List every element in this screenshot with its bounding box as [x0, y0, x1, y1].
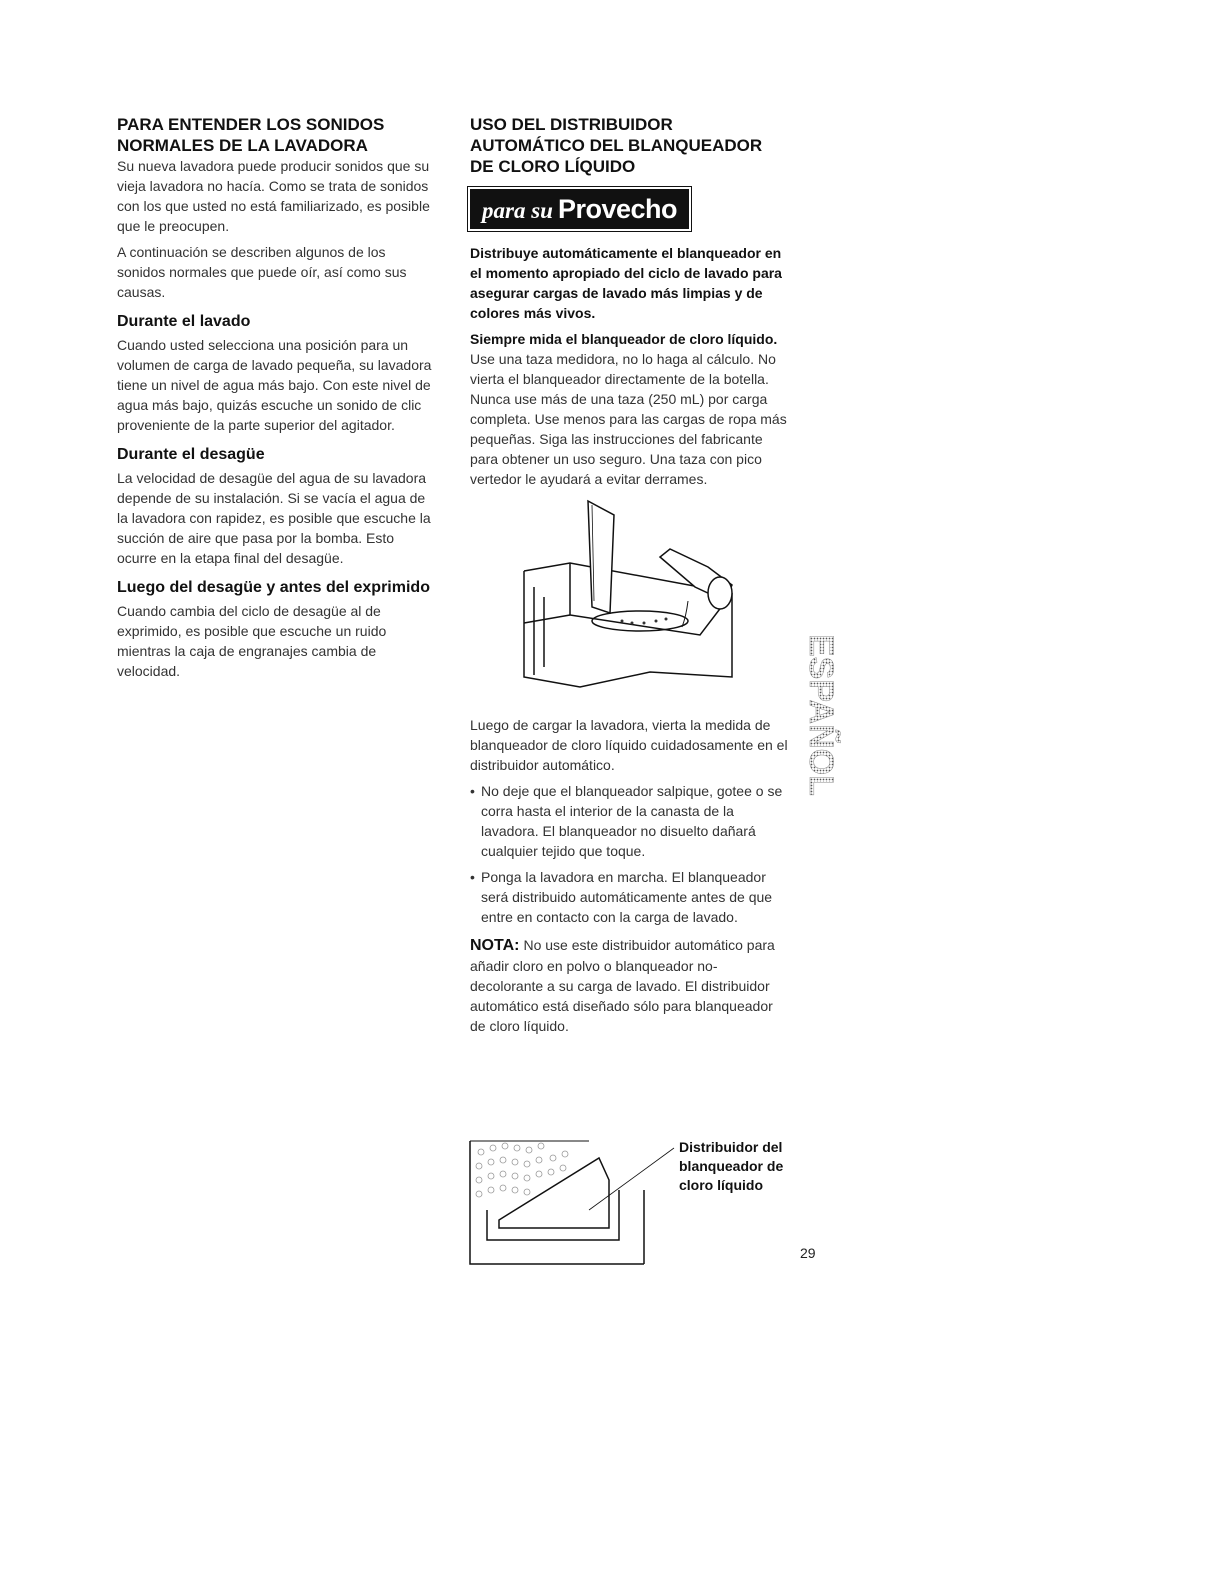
badge-main: Provecho	[557, 194, 677, 224]
dispenser-illustration	[469, 1140, 679, 1266]
badge-prefix: para su	[482, 198, 553, 223]
text-durante-lavado: Cuando usted selecciona una posición para un volumen de carga de lavado pequeña, su lavadora tiene un nivel de agua más bajo. Con este nivel de agua más bajo, quizás escuche un sonido de clic proveniente de la parte superior del agitador.	[117, 337, 432, 433]
intro-paragraph-1: Su nueva lavadora puede producir sonidos que su vieja lavadora no hacía. Como se trata de sonidos con los que usted no está familiarizado, es posible que le preocupen.	[117, 158, 430, 234]
section-title-sounds: PARA ENTENDER LOS SONIDOS NORMALES DE LA LAVADORA	[117, 115, 385, 155]
benefit-paragraph: Distribuye automáticamente el blanqueador en el momento apropiado del ciclo de lavado para asegurar cargas de lavado más limpias y de colores más vivos.	[470, 245, 782, 321]
measure-paragraph	[470, 329, 788, 489]
list-item: • Ponga la lavadora en marcha. El blanqueador será distribuido automáticamente antes de que entre en contacto con la carga de lavado.	[470, 867, 788, 927]
heading-durante-desague: Durante el desagüe	[117, 446, 265, 463]
para-su-provecho-badge	[470, 189, 689, 229]
measure-text: Use una taza medidora, no lo haga al cálculo. No vierta el blanqueador directamente de la botella. Nunca use más de una taza (250 mL) por carga completa. Use menos para las cargas de ropa más pequeñas. Siga las instrucciones del fabricante para obtener un uso seguro. Una taza con pico vertedor le ayudará a evitar derrames.	[470, 351, 787, 487]
nota-paragraph	[470, 935, 788, 1036]
text-durante-desague: La velocidad de desagüe del agua de su lavadora depende de su instalación. Si se vacía el agua de la lavadora con rapidez, es posible que escuche la succión de aire que pasa por la bomba. Esto ocurre en la etapa final del desagüe.	[117, 470, 431, 566]
washer-pouring-illustration	[510, 497, 750, 707]
intro-paragraph-2: A continuación se describen algunos de los sonidos normales que puede oír, así como sus causas.	[117, 244, 407, 300]
page-number: 29	[800, 1245, 816, 1261]
heading-durante-lavado: Durante el lavado	[117, 313, 251, 330]
nota-label: NOTA:	[470, 937, 520, 954]
after-figure-paragraph: Luego de cargar la lavadora, vierta la medida de blanqueador de cloro líquido cuidadosamente en el distribuidor automático.	[470, 717, 788, 773]
heading-luego-desague: Luego del desagüe y antes del exprimido	[117, 579, 430, 596]
language-side-tab	[788, 630, 848, 830]
text-luego-desague: Cuando cambia del ciclo de desagüe al de exprimido, es posible que escuche un ruido mientras la caja de engranajes cambia de velocidad.	[117, 603, 387, 679]
left-column	[117, 114, 435, 687]
bullet-list	[470, 781, 788, 927]
dispenser-callout-label: Distribuidor del blanqueador de cloro líquido	[679, 1139, 784, 1193]
measure-lead: Siempre mida el blanqueador de cloro líquido.	[470, 331, 778, 347]
list-item: • No deje que el blanqueador salpique, gotee o se corra hasta el interior de la canasta de la lavadora. El blanqueador no disuelto dañará cualquier tejido que toque.	[470, 781, 788, 861]
side-tab-text: ESPAÑOL	[802, 634, 840, 796]
right-column	[470, 114, 788, 1042]
nota-text: No use este distribuidor automático para añadir cloro en polvo o blanqueador no-decolorante a su carga de lavado. El distribuidor automático está diseñado sólo para blanqueador de cloro líquido.	[470, 937, 775, 1034]
section-title-dispenser: USO DEL DISTRIBUIDOR AUTOMÁTICO DEL BLANQUEADOR DE CLORO LÍQUIDO	[470, 115, 763, 176]
